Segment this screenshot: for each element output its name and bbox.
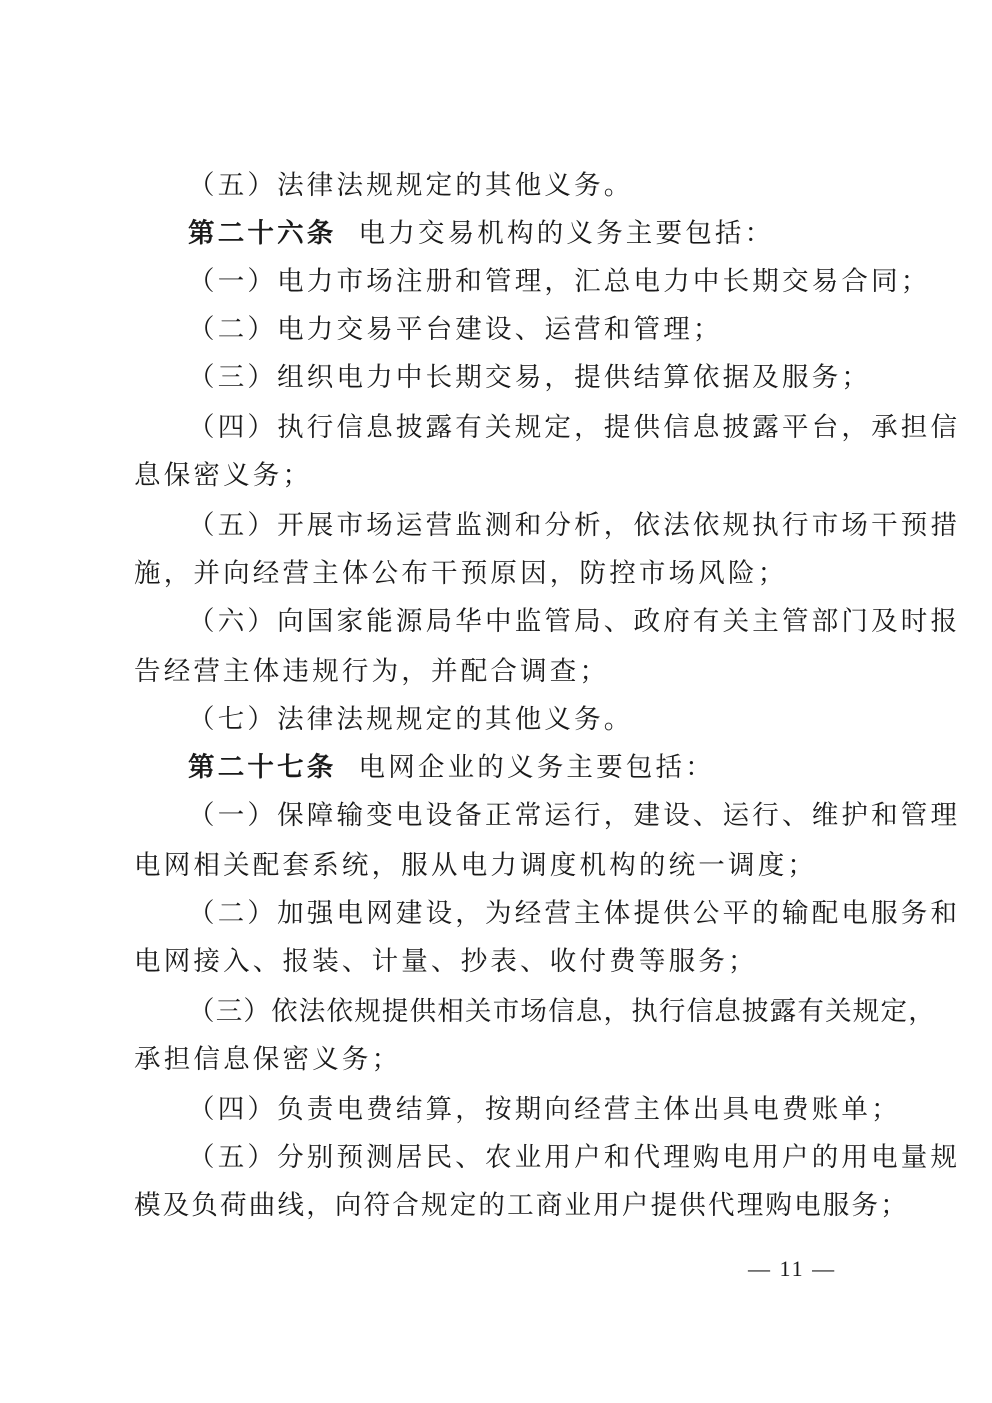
- paragraph-line: 告经营主体违规行为，并配合调查；: [134, 656, 610, 687]
- paragraph-line: （四）负责电费结算，按期向经营主体出具电费账单；: [188, 1094, 901, 1125]
- paragraph-line: （五）法律法规规定的其他义务。: [188, 170, 634, 201]
- paragraph-line: 承担信息保密义务；: [134, 1044, 402, 1075]
- paragraph-line: （五）开展市场运营监测和分析，依法依规执行市场干预措: [188, 510, 961, 541]
- paragraph-line: 息保密义务；: [134, 460, 313, 491]
- paragraph-line: 电网接入、报装、计量、抄表、收付费等服务；: [134, 946, 758, 977]
- page-number: — 11 —: [748, 1256, 837, 1281]
- paragraph-line: （一）电力市场注册和管理，汇总电力中长期交易合同；: [188, 266, 931, 297]
- article-heading-26: [188, 214, 874, 254]
- paragraph-line: （五）分别预测居民、农业用户和代理购电用户的用电量规: [188, 1142, 961, 1173]
- paragraph-line: 模及负荷曲线，向符合规定的工商业用户提供代理购电服务；: [134, 1190, 909, 1221]
- paragraph-line: （三）依法依规提供相关市场信息，执行信息披露有关规定，: [188, 996, 936, 1027]
- paragraph-line: （六）向国家能源局华中监管局、政府有关主管部门及时报: [188, 606, 961, 637]
- paragraph-line: 施，并向经营主体公布干预原因，防控市场风险；: [134, 558, 788, 589]
- article-text: 电力交易机构的义务主要包括：: [358, 218, 775, 249]
- paragraph-line: （二）加强电网建设，为经营主体提供公平的输配电服务和: [188, 898, 961, 929]
- paragraph-line: （七）法律法规规定的其他义务。: [188, 704, 634, 735]
- paragraph-line: （一）保障输变电设备正常运行，建设、运行、维护和管理: [188, 800, 961, 831]
- paragraph-line: （四）执行信息披露有关规定，提供信息披露平台，承担信: [188, 412, 961, 443]
- article-title: 第二十六条: [188, 218, 337, 249]
- article-text: 电网企业的义务主要包括：: [358, 752, 715, 783]
- paragraph-line: 电网相关配套系统，服从电力调度机构的统一调度；: [134, 850, 818, 881]
- paragraph-line: （三）组织电力中长期交易，提供结算依据及服务；: [188, 362, 872, 393]
- article-title: 第二十七条: [188, 752, 337, 783]
- article-heading-27: [188, 748, 874, 788]
- paragraph-line: （二）电力交易平台建设、运营和管理；: [188, 314, 723, 345]
